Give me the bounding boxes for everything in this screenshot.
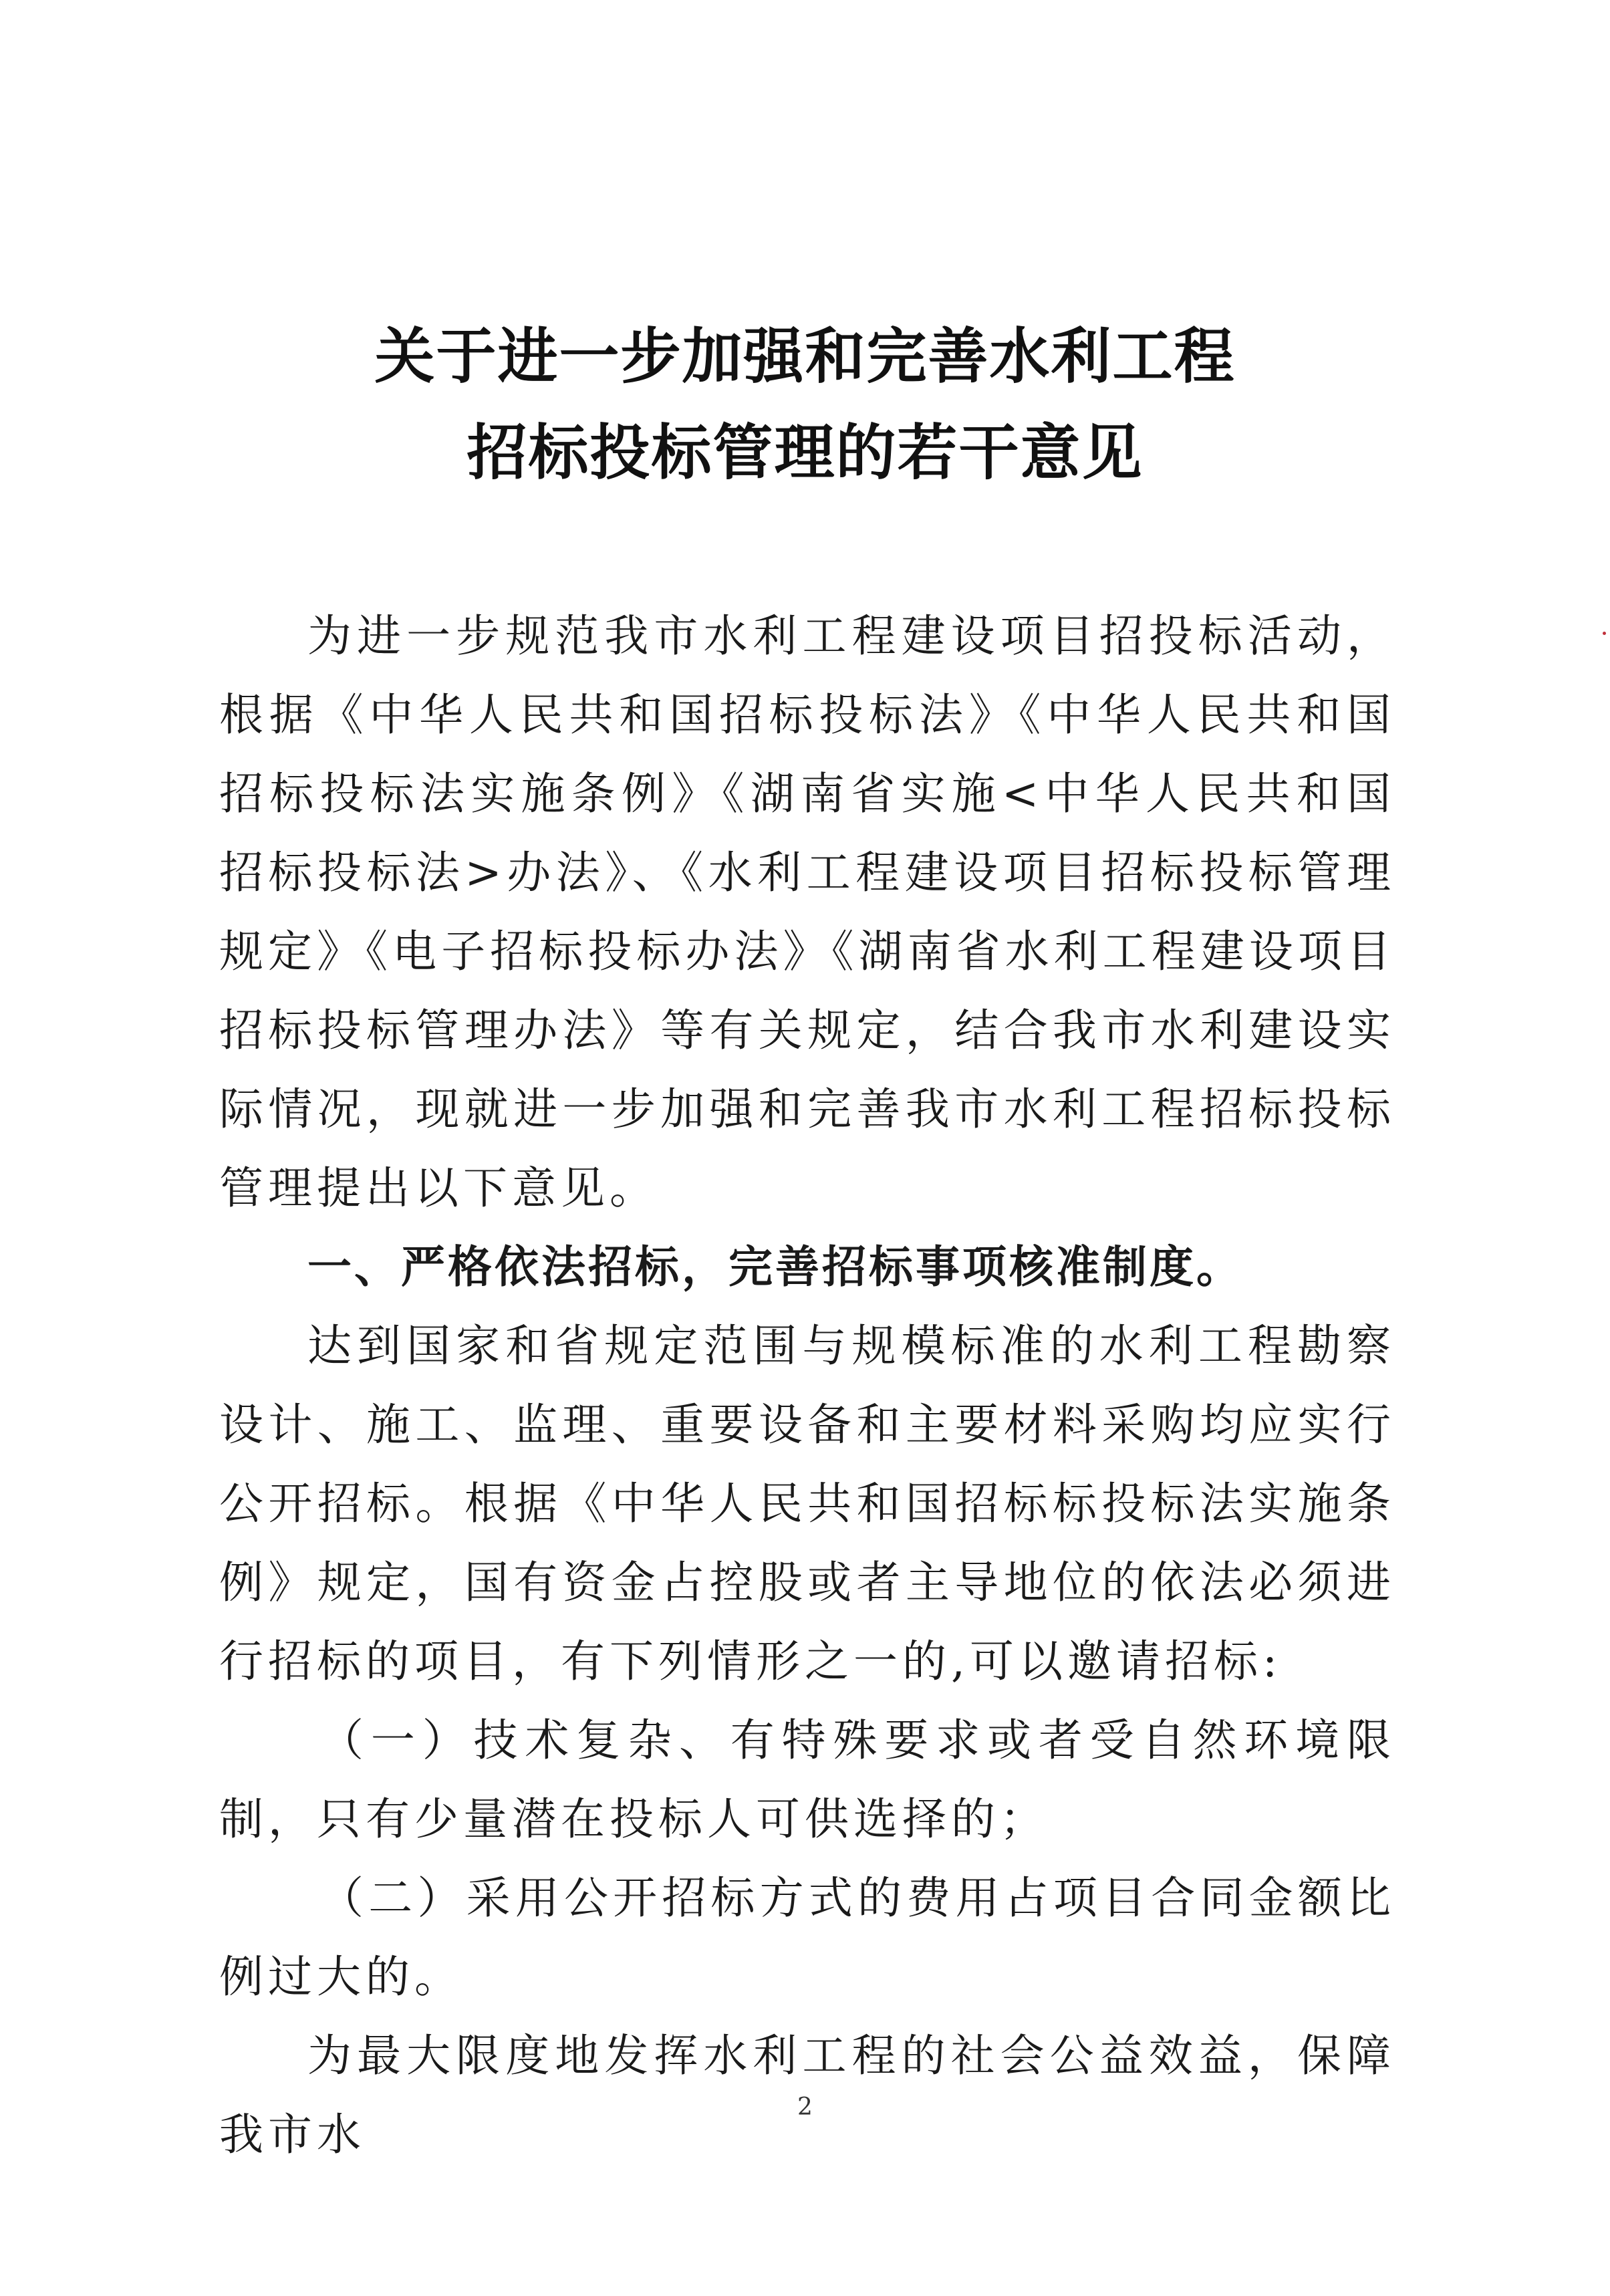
list-item-2: （二）采用公开招标方式的费用占项目合同金额比例过大的。 <box>219 1872 1395 2003</box>
document-title-line-2: 招标投标管理的若干意见 <box>466 417 1144 488</box>
paragraph-intro: 为进一步规范我市水利工程建设项目招投标活动，根据《中华人民共和国招标投标法》《中华人民共和国招标投标法实施条例》《湖南省实施<中华人民共和国招标投标法>办法》、《水利工程建设项目招标投标管理规定》《电子招标投标办法》《湖南省水利工程建设项目招标投标管理办法》等有关规定，结合我市水利建设实际情况，现就进一步加强和完善我市水利工程招标投标管理提出以下意见。 <box>219 610 1395 1214</box>
document-body <box>219 597 1395 2174</box>
paragraph-section-1: 达到国家和省规定范围与规模标准的水利工程勘察设计、施工、监理、重要设备和主要材料采购均应实行公开招标。根据《中华人民共和国招标标投标法实施条例》规定，国有资金占控股或者主导地位的依法必须进行招标的项目，有下列情形之一的,可以邀请招标: <box>219 1320 1395 1687</box>
document-title-line-1: 关于进一步加强和完善水利工程 <box>374 321 1236 392</box>
page-number: 2 <box>797 2093 813 2121</box>
list-item-1: （一）技术复杂、有特殊要求或者受自然环境限制，只有少量潜在投标人可供选择的； <box>219 1714 1395 1845</box>
section-heading-1: 一、严格依法招标，完善招标事项核准制度。 <box>307 1241 1243 1293</box>
scan-speck <box>1603 632 1606 635</box>
paragraph-continuation: 为最大限度地发挥水利工程的社会公益效益，保障我市水 <box>219 2030 1395 2160</box>
